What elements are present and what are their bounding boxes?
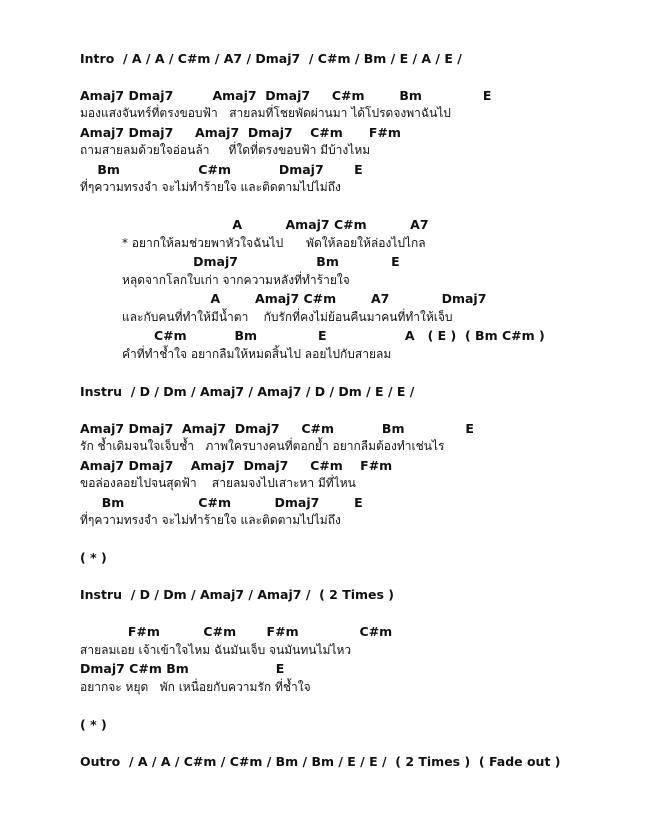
chorus-lyric-4: คำที่ทำช้ำใจ อยากลืมให้หมดสิ้นไป ลอยไปกับสายลม xyxy=(80,347,392,361)
bridge-chord-1: F#m C#m F#m C#m xyxy=(80,624,393,639)
bridge-lyric-1: สายลมเอย เจ้าเข้าใจไหม ฉันมันเจ็บ จนมันทนไม่ไหว xyxy=(80,643,352,657)
outro-chords: Outro / A / A / C#m / C#m / Bm / Bm / E / E / ( 2 Times ) ( Fade out ) xyxy=(80,754,561,769)
verse2-chord-1: Amaj7 Dmaj7 Amaj7 Dmaj7 C#m Bm E xyxy=(80,421,474,436)
verse1-chord-2: Amaj7 Dmaj7 Amaj7 Dmaj7 C#m F#m xyxy=(80,125,401,140)
chorus-chord-1: A Amaj7 C#m A7 xyxy=(80,217,429,232)
verse2-lyric-3: ที่ๆความทรงจำ จะไม่ทำร้ายใจ และติดตามไปไม่ถึง xyxy=(80,513,341,527)
repeat-chorus-2: ( * ) xyxy=(80,717,107,732)
chorus-chord-3: A Amaj7 C#m A7 Dmaj7 xyxy=(80,291,487,306)
verse1-lyric-1: มองแสงจันทร์ที่ตรงขอบฟ้า สายลมที่โชยพัดผ่านมา ได้โปรดจงพาฉันไป xyxy=(80,106,451,120)
instru-chords-2: Instru / D / Dm / Amaj7 / Amaj7 / ( 2 Times ) xyxy=(80,587,395,602)
verse2-chord-3: Bm C#m Dmaj7 E xyxy=(80,495,363,510)
chorus-lyric-1: * อยากให้ลมช่วยพาหัวใจฉันไป พัดให้ลอยให้ล่องไปไกล xyxy=(80,236,426,250)
intro-chords: Intro / A / A / C#m / A7 / Dmaj7 / C#m / Bm / E / A / E / xyxy=(80,51,462,66)
verse1-lyric-3: ที่ๆความทรงจำ จะไม่ทำร้ายใจ และติดตามไปไม่ถึง xyxy=(80,180,341,194)
chorus-lyric-2: หลุดจากโลกใบเก่า จากความหลังที่ทำร้ายใจ xyxy=(80,273,350,287)
verse1-chord-1: Amaj7 Dmaj7 Amaj7 Dmaj7 C#m Bm E xyxy=(80,88,492,103)
repeat-chorus-1: ( * ) xyxy=(80,550,107,565)
chorus-chord-2: Dmaj7 Bm E xyxy=(80,254,400,269)
verse2-lyric-1: รัก ช้ำเดิมจนใจเจ็บช้ำ ภาพใครบางคนที่ตอกย้ำ อยากลืมต้องทำเช่นไร xyxy=(80,439,445,453)
chorus-chord-4: C#m Bm E A ( E ) ( Bm C#m ) xyxy=(80,328,545,343)
verse1-chord-3: Bm C#m Dmaj7 E xyxy=(80,162,363,177)
bridge-chord-2: Dmaj7 C#m Bm E xyxy=(80,661,285,676)
chorus-lyric-3: และกับคนที่ทำให้มีน้ำตา กับรักที่คงไม่ย้อนคืนมาคนที่ทำให้เจ็บ xyxy=(80,310,453,324)
verse2-lyric-2: ขอล่องลอยไปจนสุดฟ้า สายลมจงไปเสาะหา มีที่ไหน xyxy=(80,476,356,490)
verse1-lyric-2: ถามสายลมด้วยใจอ่อนล้า ที่ใดที่ตรงขอบฟ้า มีบ้างไหม xyxy=(80,143,371,157)
bridge-lyric-2: อยากจะ หยุด พัก เหนื่อยกับความรัก ที่ช้ำใจ xyxy=(80,680,311,694)
verse2-chord-2: Amaj7 Dmaj7 Amaj7 Dmaj7 C#m F#m xyxy=(80,458,393,473)
instru-chords-1: Instru / D / Dm / Amaj7 / Amaj7 / D / Dm / E / E / xyxy=(80,384,415,399)
